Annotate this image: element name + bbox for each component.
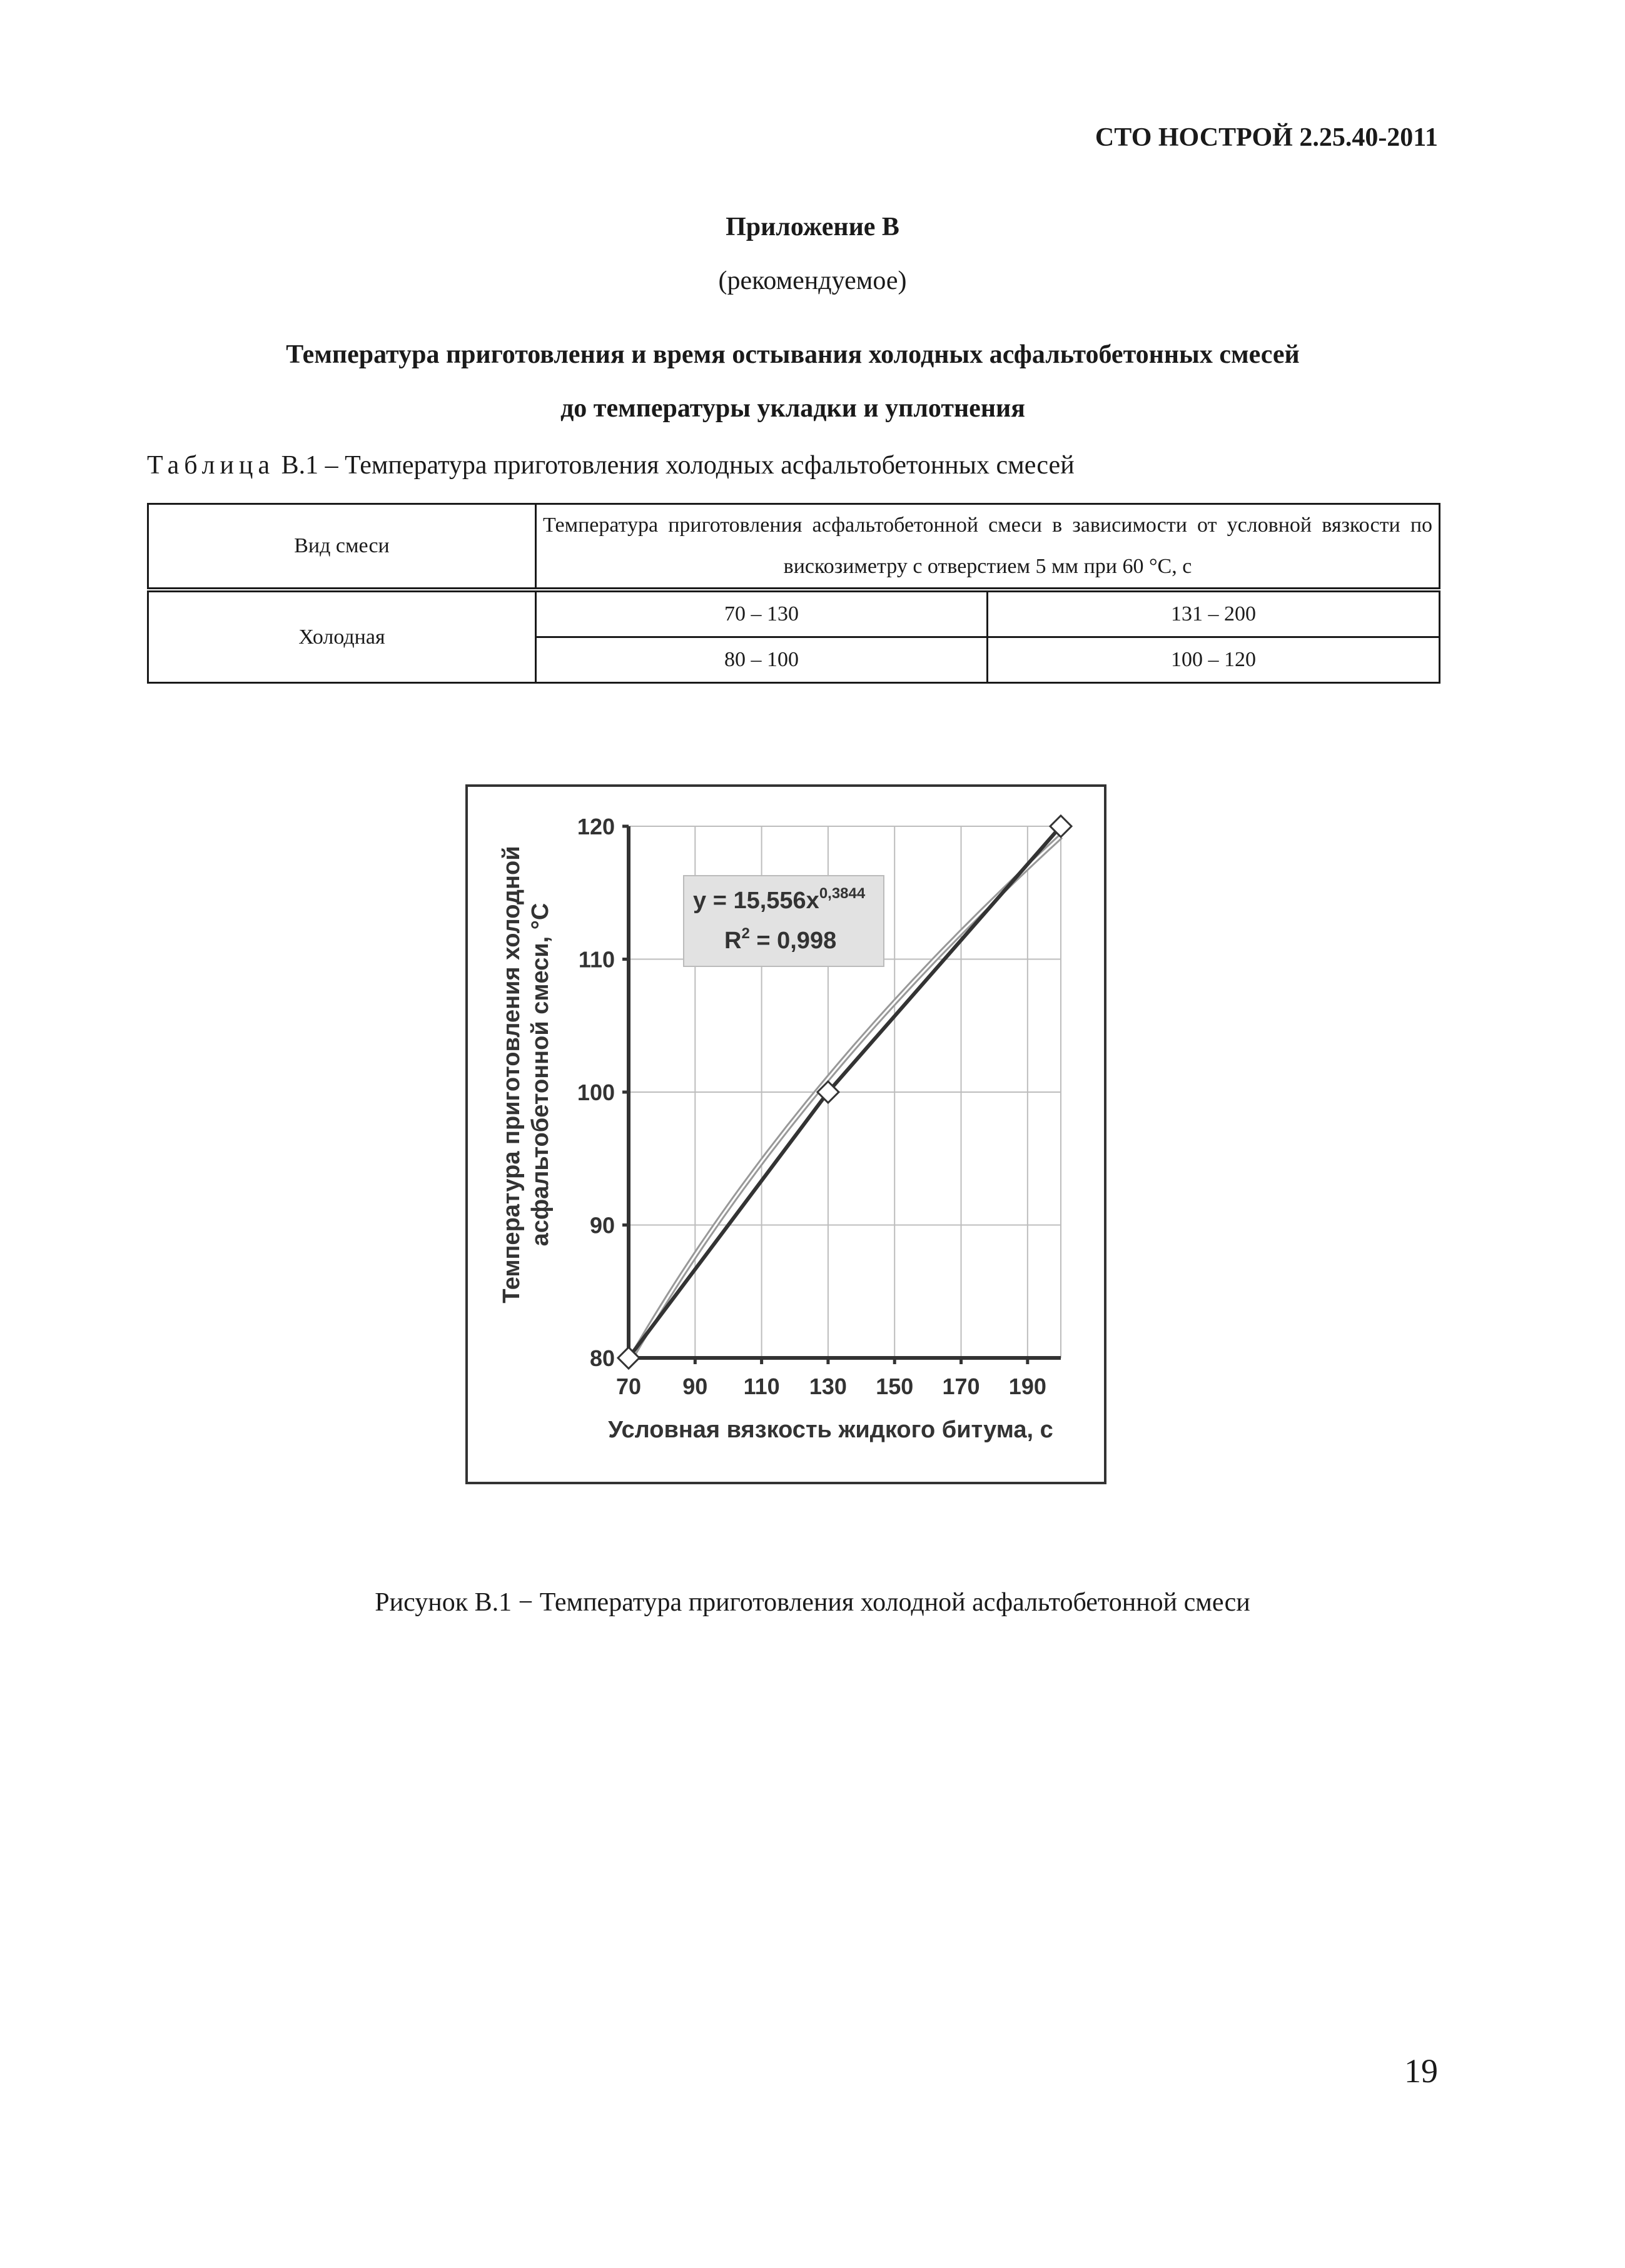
table-header-row <box>148 504 1440 590</box>
section-title <box>147 328 1439 435</box>
y-tick-label: 90 <box>589 1212 615 1238</box>
x-tick-label: 170 <box>942 1374 980 1399</box>
y-tick-label: 120 <box>577 814 615 839</box>
r-squared-base: R <box>724 928 742 954</box>
x-tick-label: 110 <box>743 1374 780 1399</box>
y-tick-label: 100 <box>577 1080 615 1105</box>
x-axis-label: Условная вязкость жидкого битума, с <box>608 1417 1053 1443</box>
y-axis-label <box>499 846 554 1303</box>
section-title-line-1: Температура приготовления и время остывания холодных асфальтобетонных смесей <box>286 340 1300 369</box>
data-table <box>147 503 1440 684</box>
appendix-title: Приложение В <box>726 213 899 241</box>
row-label-cold: Холодная <box>148 590 536 683</box>
chart-frame <box>465 784 1106 1484</box>
table-caption-prefix: Таблица <box>147 451 275 480</box>
table-row <box>148 590 1440 637</box>
appendix-note: (рекомендуемое) <box>718 266 907 295</box>
x-tick-label: 150 <box>876 1374 914 1399</box>
chart-svg <box>468 787 1104 1482</box>
table-cell: 131 – 200 <box>988 590 1440 637</box>
x-tick-label: 70 <box>615 1374 642 1399</box>
x-tick-label: 130 <box>809 1374 847 1399</box>
y-axis-label-line-1: Температура приготовления холодной <box>499 846 525 1304</box>
x-tick-label: 90 <box>682 1374 708 1399</box>
table-cell: 100 – 120 <box>988 637 1440 683</box>
table-cell: 70 – 130 <box>536 590 988 637</box>
page-number: 19 <box>1404 2052 1438 2090</box>
header-mix-type: Вид смеси <box>148 504 536 590</box>
x-tick-label: 190 <box>1008 1374 1046 1399</box>
figure-caption: Рисунок В.1 − Температура приготовления холодной асфальтобетонной смеси <box>375 1588 1250 1617</box>
y-tick-label: 80 <box>589 1345 615 1371</box>
y-axis-label-line-2: асфальтобетонной смеси, °С <box>527 903 554 1247</box>
r-squared-exponent: 2 <box>741 925 750 942</box>
equation-exponent: 0,3844 <box>819 885 866 902</box>
document-code: СТО НОСТРОЙ 2.25.40-2011 <box>1095 123 1438 152</box>
table-cell: 80 – 100 <box>536 637 988 683</box>
r-squared-text <box>724 925 836 954</box>
r-squared-value: = 0,998 <box>749 928 837 954</box>
table-caption <box>147 450 1075 480</box>
y-tick-label: 110 <box>578 946 615 973</box>
section-title-line-2: до температуры укладки и уплотнения <box>560 394 1025 423</box>
equation-base: y = 15,556x <box>693 888 819 914</box>
table-caption-text: В.1 – Температура приготовления холодных асфальтобетонных смесей <box>281 451 1075 480</box>
equation-box <box>684 876 884 966</box>
header-temperature: Температура приготовления асфальтобетонной смеси в зависимости от условной вязкости по вискозиметру с отверстием 5 мм при 60 °С, с <box>536 504 1440 590</box>
